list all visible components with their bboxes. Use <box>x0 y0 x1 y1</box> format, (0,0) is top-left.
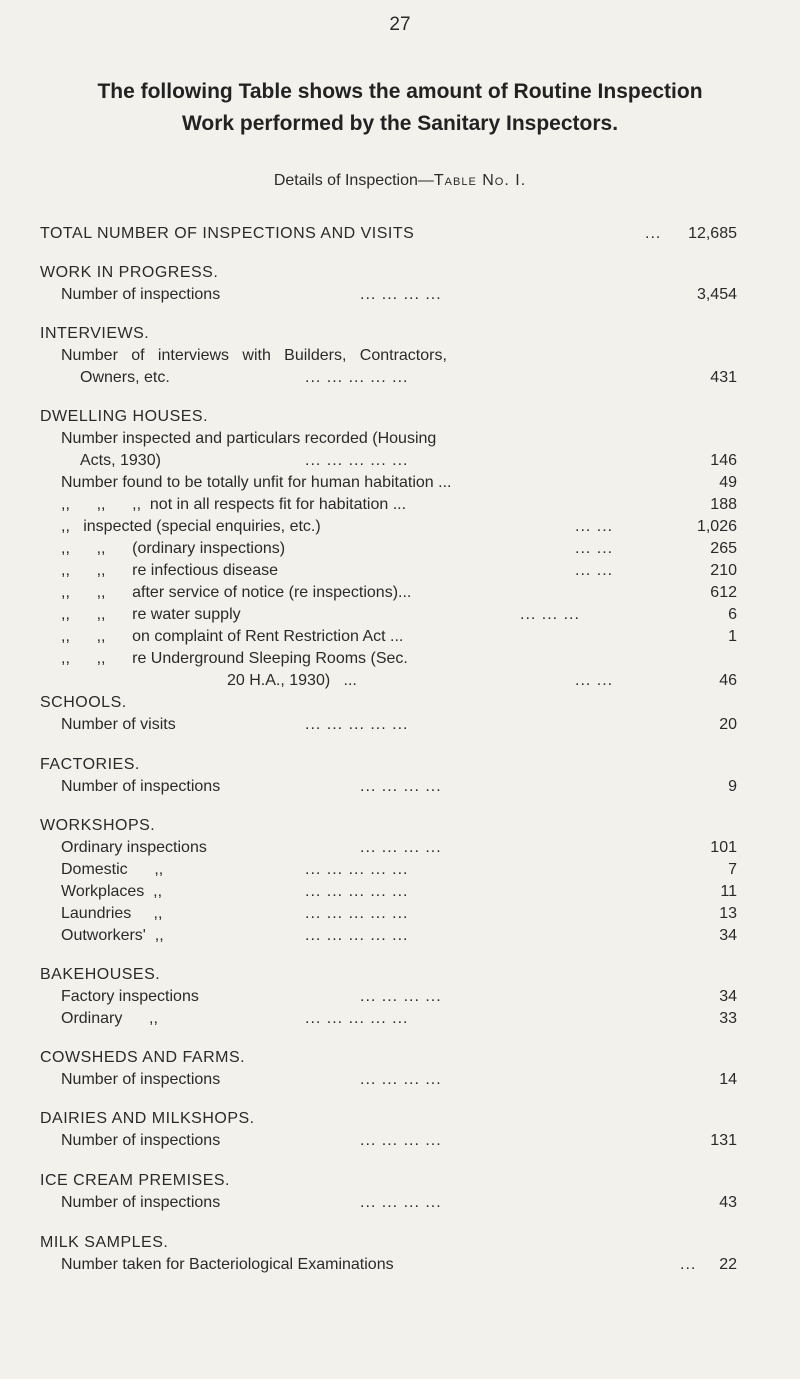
list-item <box>0 837 800 859</box>
row-label: Outworkers' ,, <box>61 927 164 944</box>
row-value: 20 <box>719 716 737 733</box>
row-dots: ... ... ... ... ... <box>305 716 409 733</box>
row-dots: ... ... <box>575 518 614 535</box>
row-label: Number of inspections <box>61 778 221 795</box>
list-item <box>0 1069 800 1091</box>
list-item <box>0 582 800 604</box>
milk-samples-heading: MILK SAMPLES. <box>40 1234 169 1251</box>
row-dots: ... ... ... ... ... <box>305 883 409 900</box>
section-heading <box>0 692 800 714</box>
row-dots: ... ... ... ... <box>360 286 442 303</box>
row-label: ,, ,, (ordinary inspections) <box>61 540 286 557</box>
row-dots: ... ... ... <box>520 606 580 623</box>
row-label: Number of inspections <box>61 1071 221 1088</box>
row-dots: ... ... ... ... ... <box>305 861 409 878</box>
row-dots: ... ... ... ... <box>360 778 442 795</box>
row-label: ,, ,, re infectious disease <box>61 562 278 579</box>
title-line-2: Work performed by the Sanitary Inspectors. <box>181 112 619 135</box>
row-value: 210 <box>710 562 737 579</box>
title-line-1: The following Table shows the amount of Routine Inspection <box>97 80 703 103</box>
total-label: TOTAL NUMBER OF INSPECTIONS AND VISITS <box>40 225 415 242</box>
row-value: 1,026 <box>696 518 737 535</box>
list-item <box>0 776 800 798</box>
list-item <box>0 925 800 947</box>
section-heading <box>0 1170 800 1192</box>
row-label: Number of interviews with Builders, Contractors, <box>61 347 447 364</box>
row-value: 131 <box>710 1132 737 1149</box>
list-item <box>0 450 800 472</box>
row-label: ,, ,, after service of notice (re inspections)... <box>61 584 412 601</box>
workshops-heading: WORKSHOPS. <box>40 817 156 834</box>
row-dots: ... ... ... ... ... <box>305 369 409 386</box>
row-value: 34 <box>719 988 737 1005</box>
section-heading <box>0 262 800 284</box>
section-heading <box>0 1108 800 1130</box>
row-value: 49 <box>719 474 737 491</box>
row-label: Ordinary ,, <box>61 1010 158 1027</box>
row-dots: ... ... ... ... <box>360 1194 442 1211</box>
row-value: 33 <box>719 1010 737 1027</box>
row-value: 9 <box>728 778 737 795</box>
row-label: Number taken for Bacteriological Examinations <box>61 1256 394 1273</box>
row-label: ,, ,, re Underground Sleeping Rooms (Sec. <box>61 650 408 667</box>
row-value: 1 <box>728 628 737 645</box>
row-dots: ... ... ... ... <box>360 839 442 856</box>
row-value: 265 <box>710 540 737 557</box>
row-dots: ... ... ... ... ... <box>305 452 409 469</box>
row-value: 22 <box>719 1256 737 1273</box>
section-heading <box>0 964 800 986</box>
row-label: Domestic ,, <box>61 861 164 878</box>
row-label: Number of inspections <box>61 286 221 303</box>
row-value: 14 <box>719 1071 737 1088</box>
row-value: 6 <box>728 606 737 623</box>
row-label: Ordinary inspections <box>61 839 207 856</box>
row-dots: ... ... ... ... ... <box>305 1010 409 1027</box>
schools-heading: SCHOOLS. <box>40 694 127 711</box>
dwelling-houses-heading: DWELLING HOUSES. <box>40 408 209 425</box>
page-number: 27 <box>389 14 411 35</box>
list-item <box>0 881 800 903</box>
list-item <box>0 560 800 582</box>
list-item <box>0 494 800 516</box>
row-label: Laundries ,, <box>61 905 163 922</box>
list-item <box>0 626 800 648</box>
list-item <box>0 903 800 925</box>
row-value: 13 <box>719 905 737 922</box>
dairies-heading: DAIRIES AND MILKSHOPS. <box>40 1110 255 1127</box>
row-label: Workplaces ,, <box>61 883 163 900</box>
row-label: Number found to be totally unfit for human habitation ... <box>61 474 452 491</box>
ice-cream-heading: ICE CREAM PREMISES. <box>40 1172 230 1189</box>
interviews-heading: INTERVIEWS. <box>40 325 150 342</box>
row-value: 101 <box>710 839 737 856</box>
section-heading <box>0 323 800 345</box>
section-heading <box>0 1232 800 1254</box>
row-value: 188 <box>710 496 737 513</box>
row-label: ,, ,, on complaint of Rent Restriction Act ... <box>61 628 404 645</box>
subtitle-table-ref: Table No. I. <box>433 172 527 189</box>
list-item <box>0 986 800 1008</box>
row-label: Number of visits <box>61 716 176 733</box>
list-item <box>0 604 800 626</box>
row-dots: ... ... ... ... ... <box>305 927 409 944</box>
section-heading <box>0 1047 800 1069</box>
section-heading <box>0 406 800 428</box>
row-dots: ... ... ... ... <box>360 1132 442 1149</box>
row-dots: ... ... ... ... <box>360 988 442 1005</box>
list-item <box>0 516 800 538</box>
page-title <box>0 76 800 140</box>
list-item <box>0 648 800 670</box>
row-label: 20 H.A., 1930) ... <box>227 672 357 689</box>
list-item <box>0 714 800 736</box>
list-item <box>0 538 800 560</box>
row-dots: ... ... <box>575 540 614 557</box>
list-item <box>0 472 800 494</box>
bakehouses-heading: BAKEHOUSES. <box>40 966 161 983</box>
row-label: Owners, etc. <box>80 369 170 386</box>
row-label: Acts, 1930) <box>80 452 161 469</box>
list-item <box>0 670 800 692</box>
row-label: Number of inspections <box>61 1132 221 1149</box>
row-dots: ... ... <box>575 672 614 689</box>
total-value: 12,685 <box>688 225 737 242</box>
total-dots: ... <box>645 225 662 242</box>
row-value: 431 <box>710 369 737 386</box>
row-value: 3,454 <box>696 286 737 303</box>
row-label: Number of inspections <box>61 1194 221 1211</box>
row-label: ,, ,, ,, not in all respects fit for habitation ... <box>61 496 407 513</box>
row-dots: ... ... <box>575 562 614 579</box>
list-item <box>0 1130 800 1152</box>
list-item <box>0 345 800 367</box>
list-item <box>0 367 800 389</box>
row-value: 146 <box>710 452 737 469</box>
work-in-progress-heading: WORK IN PROGRESS. <box>40 264 219 281</box>
section-heading <box>0 754 800 776</box>
row-label: ,, inspected (special enquiries, etc.) <box>61 518 321 535</box>
factories-heading: FACTORIES. <box>40 756 140 773</box>
row-value: 11 <box>720 883 737 900</box>
row-value: 7 <box>728 861 737 878</box>
section-heading <box>0 815 800 837</box>
list-item <box>0 284 800 306</box>
row-value: 46 <box>719 672 737 689</box>
list-item <box>0 859 800 881</box>
row-label: ,, ,, re water supply <box>61 606 241 623</box>
row-label: Number inspected and particulars recorded (Housing <box>61 430 437 447</box>
row-dots: ... ... ... ... <box>360 1071 442 1088</box>
total-row <box>0 223 800 245</box>
row-value: 612 <box>710 584 737 601</box>
subtitle-prefix: Details of Inspection— <box>273 172 434 189</box>
list-item <box>0 1008 800 1030</box>
row-label: Factory inspections <box>61 988 199 1005</box>
table-subtitle <box>0 172 800 190</box>
list-item <box>0 1192 800 1214</box>
list-item <box>0 1254 800 1276</box>
row-value: 43 <box>719 1194 737 1211</box>
list-item <box>0 428 800 450</box>
row-dots: ... ... ... ... ... <box>305 905 409 922</box>
row-dots: ... <box>680 1256 697 1273</box>
cowsheds-heading: COWSHEDS AND FARMS. <box>40 1049 246 1066</box>
row-value: 34 <box>719 927 737 944</box>
